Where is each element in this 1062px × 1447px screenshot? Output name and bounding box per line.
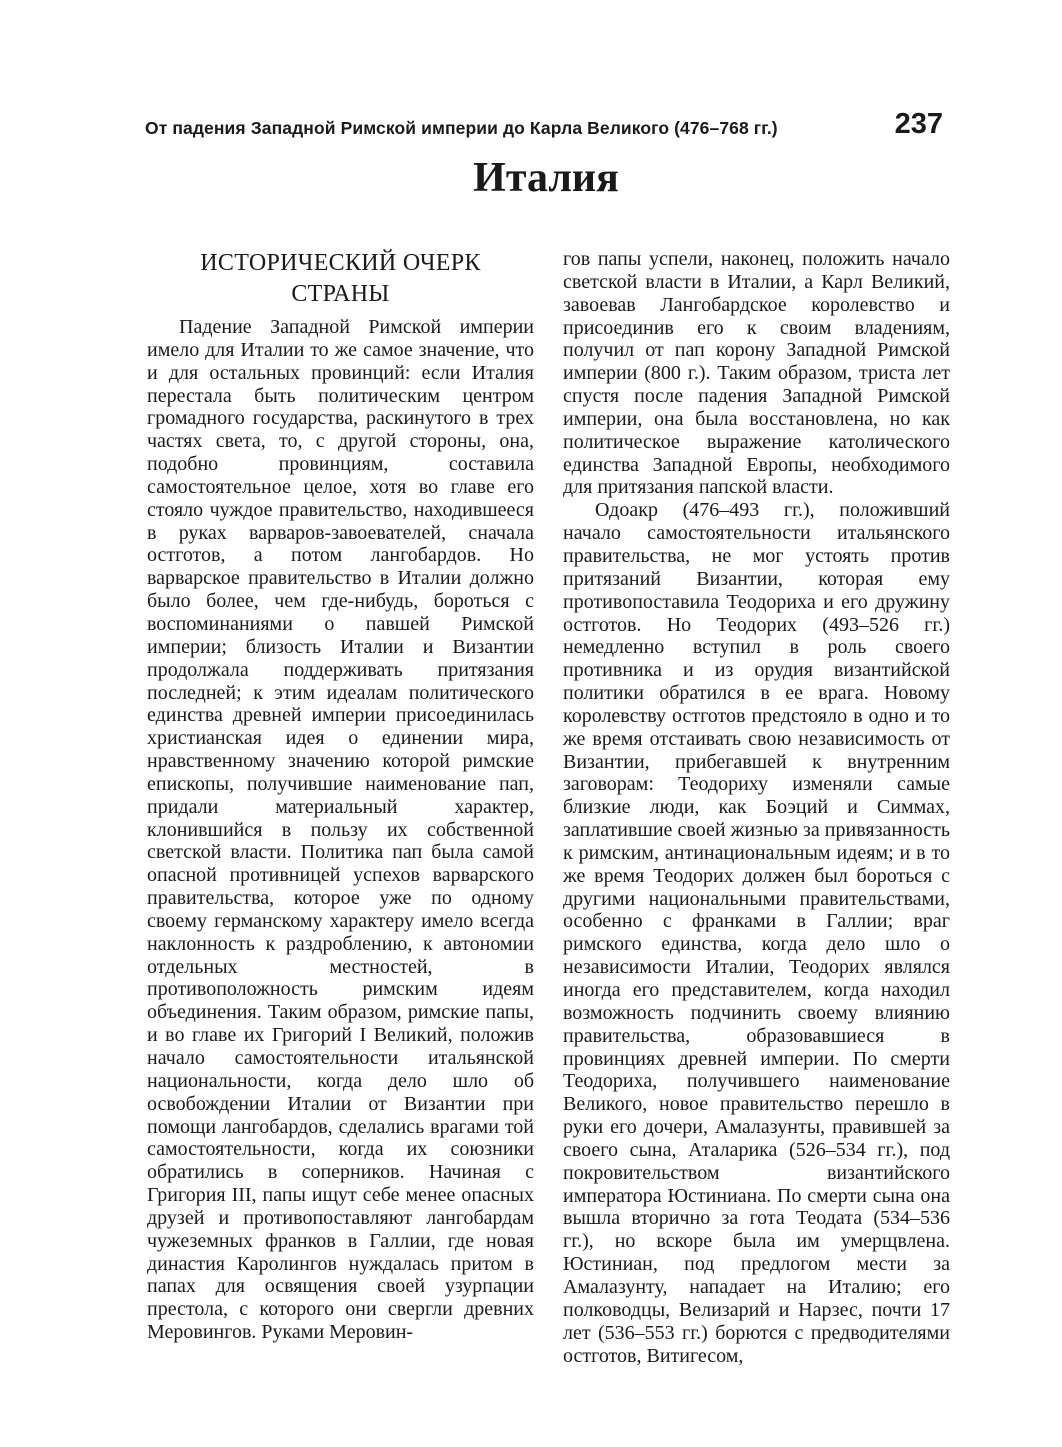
section-heading-line-2: СТРАНЫ	[291, 281, 390, 307]
running-title: От падения Западной Римской империи до Карла Великого (476–768 гг.)	[145, 118, 778, 138]
section-heading	[147, 248, 534, 310]
running-header	[145, 108, 945, 148]
chapter-title: Италия	[473, 155, 619, 201]
left-column	[147, 248, 534, 1344]
paragraph-1: Падение Западной Римской империи имело для Италии то же самое значение, что и для остальных провинций: если Италия перестала быть политическим центром громадного государства, раскинутого в трех частях света, то, с другой стороны, она, подобно провинциям, составила самостоятельное целое, хотя во главе его стояло чуждое правительство, находившееся в руках варваров-завоевателей, сначала остготов, а потом лангобардов. Но варварское правительство в Италии должно было более, чем где-нибудь, бороться с воспоминаниями о павшей Римской империи; близость Италии и Византии продолжала поддерживать притязания последней; к этим идеалам политического единства древней империи присоединилась христианская идея о единении мира, нравственному значению которой римские епископы, получившие наименование пап, придали материальный характер, клонившийся в пользу их собственной светской власти. Политика пап была самой опасной противницей успехов варварского правительства, которое уже по одному своему германскому характеру имело всегда наклонность к раздроблению, к автономии отдельных местностей, в противоположность римским идеям объединения. Таким образом, римские папы, и во главе их Григорий I Великий, положив начало самостоятельности итальянской национальности, когда дело шло об освобождении Италии от Византии при помощи лангобардов, сделались врагами той самостоятельности, когда их союзники обратились в соперников. Начиная с Григория III, папы ищут себе менее опасных друзей и противопоставляют лангобардам чужеземных франков в Галлии, где новая династия Каролингов нуждалась притом в папах для освящения своей узурпации престола, с которого они свергли древних Меровингов. Руками Меровин-	[147, 316, 534, 1344]
section-heading-line-1: ИСТОРИЧЕСКИЙ ОЧЕРК	[200, 250, 481, 276]
paragraph-2: Одоакр (476–493 гг.), положивший начало самостоятельности итальянского правительства, не мог устоять против притязаний Византии, которая ему противопоставила Теодориха и его дружину остготов. Но Теодорих (493–526 гг.) немедленно вступил в роль своего противника и из орудия византийской политики обратился в ее врага. Новому королевству остготов предстояло в одно и то же время отстаивать свою независимость от Византии, прибегавшей к внутренним заговорам: Теодориху изменяли самые близкие люди, как Боэций и Симмах, заплатившие своей жизнью за привязанность к римским, антинациональным идеям; и в то же время Теодорих должен был бороться с другими национальными правительствами, особенно с франками в Галлии; враг римского единства, когда дело шло о независимости Италии, Теодорих являлся иногда его представителем, когда находил возможность подчинить своему влиянию правительства, образовавшиеся в провинциях древней империи. По смерти Теодориха, получившего наименование Великого, новое правительство перешло в руки его дочери, Амалазунты, правившей за своего сына, Аталарика (526–534 гг.), под покровительством византийского императора Юстиниана. По смерти сына она вышла вторично за гота Теодата (534–536 гг.), но вскоре была им умерщвлена. Юстиниан, под предлогом мести за Амалазунту, нападает на Италию; его полководцы, Велизарий и Нарзес, почти 17 лет (536–553 гг.) борются с предводителями остготов, Витигесом,	[563, 499, 950, 1367]
paragraph-1-continued: гов папы успели, наконец, положить начало светской власти в Италии, а Карл Великий, завоевав Лангобардское королевство и присоединив его к своим владениям, получил от пап корону Западной Римской империи (800 г.). Таким образом, триста лет спустя после падения Западной Римской империи, она была восстановлена, но как политическое выражение католического единства Западной Европы, необходимого для притязания папской власти.	[563, 248, 950, 499]
page-number: 237	[894, 108, 943, 140]
right-column	[563, 248, 950, 1367]
